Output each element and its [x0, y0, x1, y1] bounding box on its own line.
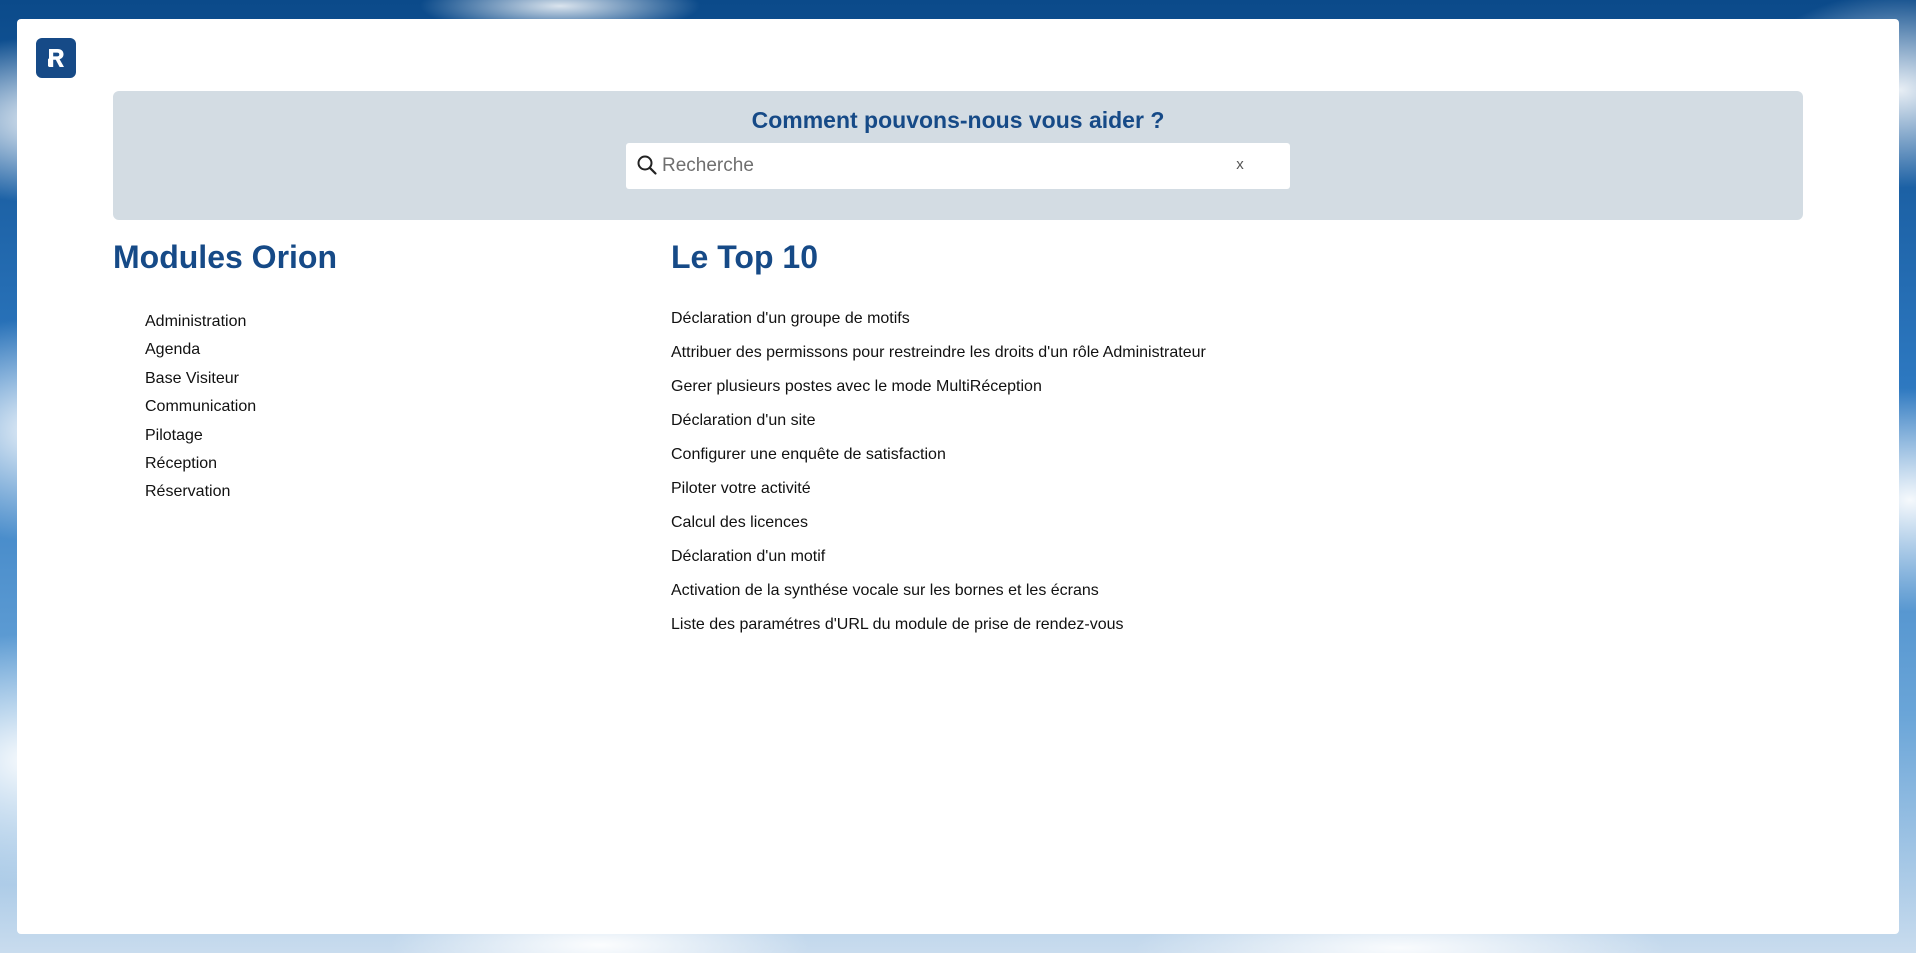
top10-article-link[interactable]: Configurer une enquête de satisfaction	[671, 446, 946, 463]
search-box[interactable]	[626, 143, 1290, 189]
help-center-card	[17, 19, 1899, 934]
search-icon	[636, 154, 658, 176]
top10-article-link[interactable]: Liste des paramétres d'URL du module de prise de rendez-vous	[671, 616, 1124, 633]
top10-article-link[interactable]: Calcul des licences	[671, 514, 808, 531]
top10-article-link[interactable]: Attribuer des permissons pour restreindre les droits d'un rôle Administrateur	[671, 344, 1206, 361]
top10-article-link[interactable]: Déclaration d'un site	[671, 412, 816, 429]
top10-heading: Le Top 10	[671, 239, 818, 275]
module-link-reservation[interactable]: Réservation	[145, 483, 231, 501]
module-link-administration[interactable]: Administration	[145, 313, 247, 330]
top10-article-link[interactable]: Déclaration d'un groupe de motifs	[671, 310, 910, 327]
top10-article-link[interactable]: Activation de la synthése vocale sur les bornes et les écrans	[671, 582, 1099, 599]
module-link-reception[interactable]: Réception	[145, 454, 218, 472]
top10-list	[671, 310, 1206, 650]
module-link-base-visiteur[interactable]: Base Visiteur	[145, 369, 239, 387]
modules-heading: Modules Orion	[113, 239, 337, 275]
module-link-agenda[interactable]: Agenda	[145, 341, 201, 359]
search-input[interactable]	[662, 143, 1222, 189]
help-heading: Comment pouvons-nous vous aider ?	[751, 107, 1165, 133]
clear-search-button[interactable]: x	[1236, 156, 1244, 173]
top10-article-link[interactable]: Déclaration d'un motif	[671, 548, 826, 565]
module-link-communication[interactable]: Communication	[145, 398, 257, 416]
app-logo[interactable]	[36, 38, 76, 78]
help-search-banner	[113, 91, 1803, 220]
module-link-pilotage[interactable]: Pilotage	[145, 426, 203, 444]
modules-list	[145, 313, 256, 512]
top10-article-link[interactable]: Piloter votre activité	[671, 480, 811, 497]
r-logo-icon	[44, 46, 68, 70]
top10-article-link[interactable]: Gerer plusieurs postes avec le mode MultiRéception	[671, 378, 1042, 395]
